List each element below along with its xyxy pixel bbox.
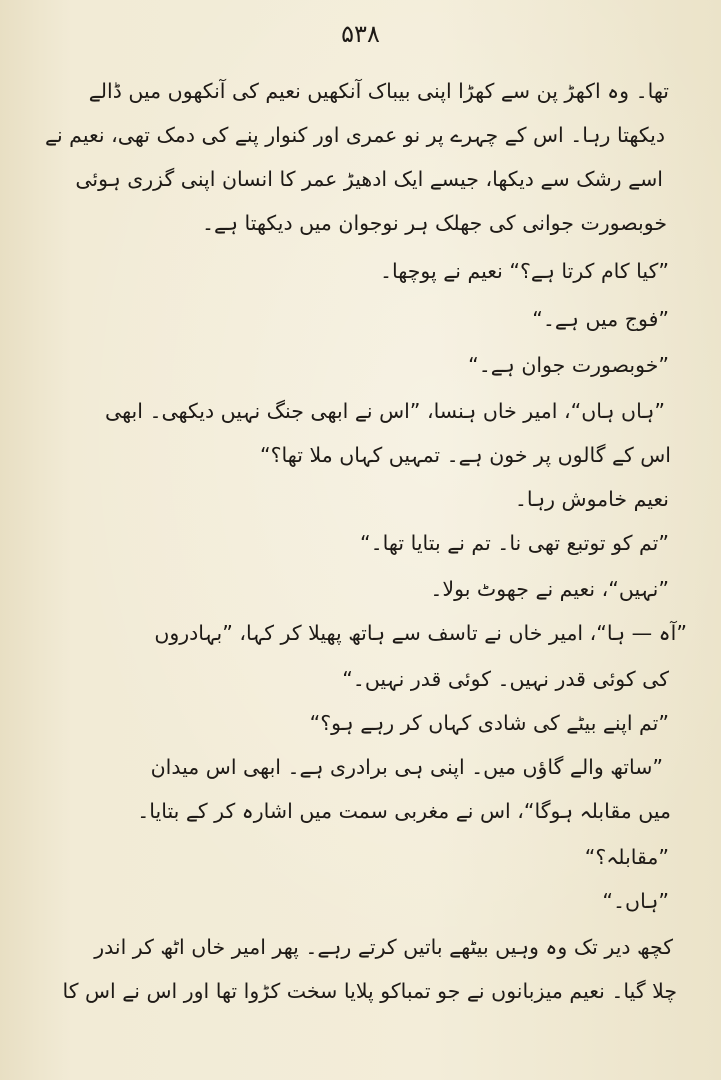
text-line: کچھ دیر تک وہ وہیں بیٹھے باتیں کرتے رہے۔ پھر امیر خاں اٹھ کر اندر bbox=[94, 935, 673, 959]
page-number: ۵۳۸ bbox=[341, 20, 380, 48]
text-line: اسے رشک سے دیکھا، جیسے ایک ادھیڑ عمر کا انسان اپنی گزری ہوئی bbox=[75, 167, 663, 191]
text-line: نعیم خاموش رہا۔ bbox=[514, 487, 669, 511]
text-line: چلا گیا۔ نعیم میزبانوں نے جو تمباکو پلایا سخت کڑوا تھا اور اس نے اس کا bbox=[62, 979, 677, 1003]
text-line: ”خوبصورت جوان ہے۔“ bbox=[468, 353, 669, 377]
text-line: دیکھتا رہا۔ اس کے چہرے پر نو عمری اور کنوار پنے کی دمک تھی، نعیم نے bbox=[44, 123, 665, 147]
text-line: خوبصورت جوانی کی جھلک ہر نوجوان میں دیکھتا ہے۔ bbox=[202, 211, 667, 235]
text-line: ”مقابلہ؟“ bbox=[584, 845, 669, 869]
text-line: ”ساتھ والے گاؤں میں۔ اپنی ہی برادری ہے۔ ابھی اس میدان bbox=[150, 755, 663, 779]
text-line: ”ہاں ہاں“، امیر خاں ہنسا، ”اس نے ابھی جنگ نہیں دیکھی۔ ابھی bbox=[104, 399, 665, 423]
text-line: ”تم کو توتبع تھی نا۔ تم نے بتایا تھا۔“ bbox=[360, 531, 669, 555]
text-line: ”نہیں“، نعیم نے جھوٹ بولا۔ bbox=[430, 577, 669, 601]
text-line: ”تم اپنے بیٹے کی شادی کہاں کر رہے ہو؟“ bbox=[309, 711, 669, 735]
text-line: ”فوج میں ہے۔“ bbox=[532, 307, 669, 331]
text-line: ”آہ — ہا“، امیر خاں نے تاسف سے ہاتھ پھیلا کر کہا، ”بہادروں bbox=[154, 621, 687, 645]
text-line: ”ہاں۔“ bbox=[602, 889, 669, 913]
text-line: تھا۔ وہ اکھڑ پن سے کھڑا اپنی بیباک آنکھیں نعیم کی آنکھوں میں ڈالے bbox=[88, 79, 669, 103]
text-line: کی کوئی قدر نہیں۔ کوئی قدر نہیں۔“ bbox=[342, 667, 669, 691]
text-line: ”کیا کام کرتا ہے؟“ نعیم نے پوچھا۔ bbox=[380, 259, 669, 283]
text-line: اس کے گالوں پر خون ہے۔ تمہیں کہاں ملا تھا؟“ bbox=[260, 443, 671, 467]
text-line: میں مقابلہ ہوگا“، اس نے مغربی سمت میں اشارہ کر کے بتایا۔ bbox=[137, 799, 671, 823]
